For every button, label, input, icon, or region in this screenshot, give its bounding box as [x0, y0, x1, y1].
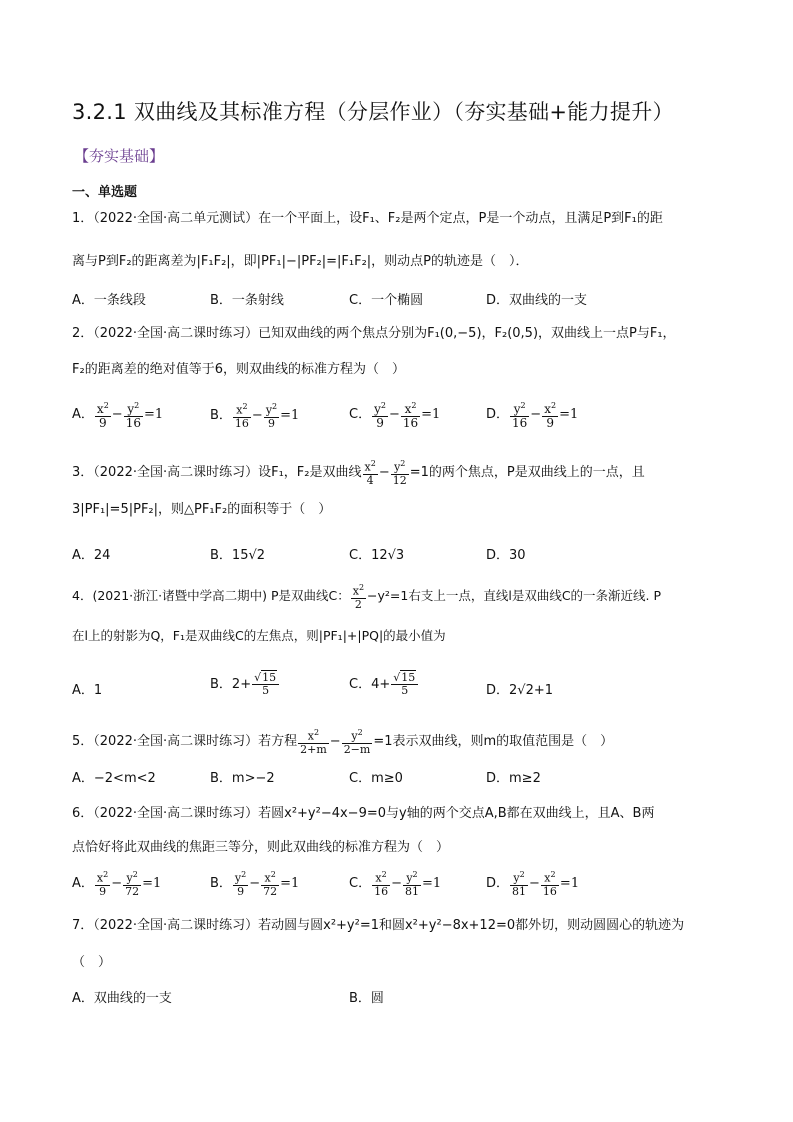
q7-stem-line1: 7．（2022·全国·高二课时练习）若动圆与圆x²+y²=1和圆x²+y²−8x+12=0都外切，则动圆圆心的轨迹为: [72, 918, 685, 933]
q2-option-c-label: C．: [349, 407, 372, 422]
q4-option-d: D．2√2+1: [486, 683, 553, 698]
q6-option-a-label: A．: [72, 875, 94, 891]
q5-stem-line1: 5．（2022·全国·高二课时练习）若方程 $\frac{x^2}{2+m}$ − $\frac{y^2}{2-m}$ =1表示双曲线，则m的取值范围是（ ）: [72, 728, 614, 756]
page-title: 3.2.1 双曲线及其标准方程（分层作业）（夯实基础+能力提升）: [72, 100, 674, 124]
section-label: 【夯实基础】: [74, 147, 165, 165]
q6-stem-line2: 点恰好将此双曲线的焦距三等分，则此双曲线的标准方程为（ ）: [72, 840, 450, 855]
q6-option-d: D． $\frac{y^2}{81}$ − $\frac{x^2}{16}$ =1: [486, 870, 580, 898]
q5-stem-line1-a: 5．（2022·全国·高二课时练习）若方程: [72, 733, 298, 749]
q7-option-b: B．圆: [349, 991, 384, 1006]
q5-option-b: B．m>−2: [210, 771, 275, 786]
q4-stem-line2: 在l上的射影为Q，F₁是双曲线C的左焦点，则|PF₁|+|PQ|的最小值为: [72, 628, 446, 643]
q2-option-d-label: D．: [486, 407, 510, 422]
q4-stem-line1-b: −y²=1右支上一点，直线l是双曲线C的一条渐近线. P: [367, 587, 662, 603]
q3-stem-line1-a: 3．（2022·全国·高二课时练习）设F₁，F₂是双曲线: [72, 464, 362, 480]
q2-option-b-label: B．: [210, 407, 232, 423]
q2-option-a: A． $\frac{x^2}{9}$ − $\frac{y^2}{16}$ =1: [72, 401, 164, 430]
q4-option-b: B．2+ $\frac{√15}{5}$: [210, 672, 280, 697]
q2-option-b: B． $\frac{x^2}{16}$ − $\frac{y^2}{9}$ =1: [210, 402, 300, 430]
q6-option-c: C． $\frac{x^2}{16}$ − $\frac{y^2}{81}$ =1: [349, 870, 442, 898]
q3-option-d: D．30: [486, 548, 526, 563]
q5-option-c: C．m≥0: [349, 771, 403, 786]
q2-stem-line2: F₂的距离差的绝对值等于6，则双曲线的标准方程为（ ）: [72, 362, 405, 377]
q4-option-c: C．4+ $\frac{√15}{5}$: [349, 672, 419, 697]
q1-option-a: A．一条线段: [72, 293, 146, 308]
q5-stem-line1-b: =1表示双曲线，则m的取值范围是（ ）: [373, 733, 614, 749]
q3-option-c: C．12√3: [349, 548, 405, 563]
q5-option-d: D．m≥2: [486, 771, 541, 786]
q1-option-c: C．一个椭圆: [349, 293, 424, 308]
q4-option-a: A．1: [72, 683, 103, 698]
q2-stem-line1: 2．（2022·全国·高二课时练习）已知双曲线的两个焦点分别为F₁(0,−5)，F₂(0,5)，双曲线上一点P与F₁，: [72, 326, 676, 341]
q6-option-c-label: C．: [349, 875, 372, 891]
q4-stem-line1-a: 4．(2021·浙江·诸暨中学高二期中) P是双曲线C：: [72, 587, 350, 603]
q5-option-a: A．−2<m<2: [72, 771, 156, 786]
q6-option-b-label: B．: [210, 875, 232, 891]
q3-stem-line1-b: =1的两个焦点，P是双曲线上的一点，且: [409, 464, 645, 480]
q1-option-b: B．一条射线: [210, 293, 284, 308]
q7-stem-line2: （ ）: [72, 955, 112, 970]
q3-option-b: B．15√2: [210, 548, 266, 563]
q6-option-d-label: D．: [486, 875, 510, 891]
q2-option-d: D． $\frac{y^2}{16}$ − $\frac{x^2}{9}$ =1: [486, 401, 579, 430]
question-type-heading: 一、单选题: [72, 185, 138, 200]
q1-stem-line1: 1．（2022·全国·高二单元测试）在一个平面上，设F₁、F₂是两个定点，P是一个动点，且满足P到F₁的距: [72, 211, 663, 226]
q7-option-a: A．双曲线的一支: [72, 991, 172, 1006]
q6-stem-line1: 6．（2022·全国·高二课时练习）若圆x²+y²−4x−9=0与y轴的两个交点A,B都在双曲线上，且A、B两: [72, 806, 655, 821]
q2-option-a-label: A．: [72, 407, 94, 422]
q4-option-b-label: B．2+: [210, 677, 252, 692]
q3-stem-line2: 3|PF₁|=5|PF₂|，则△PF₁F₂的面积等于（ ）: [72, 502, 332, 517]
q1-option-d: D．双曲线的一支: [486, 293, 588, 308]
q4-option-c-label: C．4+: [349, 677, 391, 692]
q4-stem-line1: 4．(2021·浙江·诸暨中学高二期中) P是双曲线C： $\frac{x^2}{2}$ −y²=1右支上一点，直线l是双曲线C的一条渐近线. P: [72, 583, 662, 611]
q3-option-a: A．24: [72, 548, 111, 563]
q6-option-b: B． $\frac{y^2}{9}$ − $\frac{x^2}{72}$ =1: [210, 870, 300, 898]
q6-option-a: A． $\frac{x^2}{9}$ − $\frac{y^2}{72}$ =1: [72, 870, 162, 898]
q1-stem-line2: 离与P到F₂的距离差为|F₁F₂|，即|PF₁|−|PF₂|=|F₁F₂|，则动点P的轨迹是（ ）．: [72, 254, 529, 269]
q2-option-c: C． $\frac{y^2}{9}$ − $\frac{x^2}{16}$ =1: [349, 401, 441, 430]
q3-stem-line1: 3．（2022·全国·高二课时练习）设F₁，F₂是双曲线 $\frac{x^2}{4}$ − $\frac{y^2}{12}$ =1的两个焦点，P是双曲线上的一点，且: [72, 459, 645, 487]
